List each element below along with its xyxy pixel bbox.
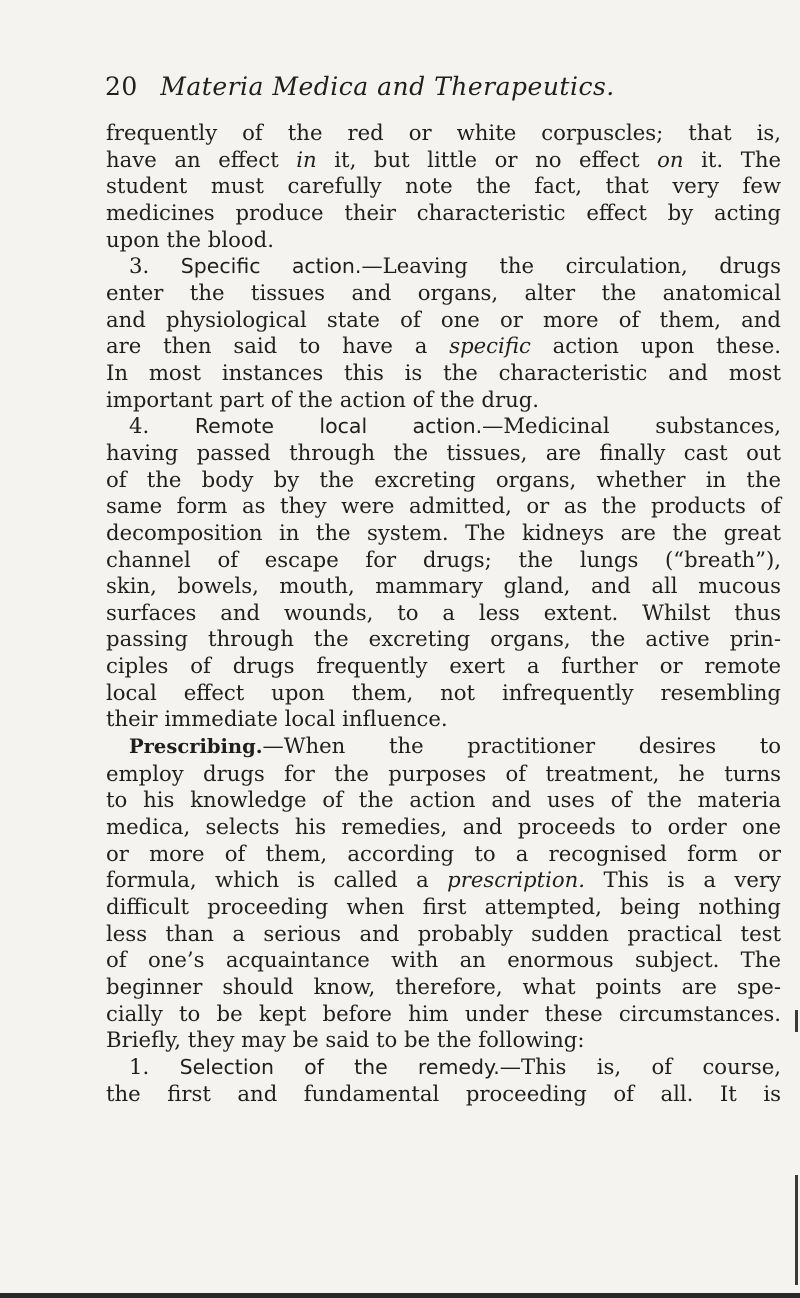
text-line: passing through the excreting organs, the active prin- (106, 626, 781, 652)
text-line: cially to be kept before him under these circumstances. (106, 1000, 781, 1026)
text-line: difficult proceeding when first attempted, being nothing (106, 894, 781, 920)
section-specific-action: 3. Specific action.—Leaving the circulation, drugs (129, 253, 781, 279)
text-line: of the body by the excreting organs, whether in the (106, 466, 781, 492)
text-line: of one’s acquaintance with an enormous subject. The (106, 947, 781, 973)
scan-bottom-edge (0, 1293, 800, 1298)
text-line: are then said to have a specific action upon these. (106, 333, 781, 359)
text-line: In most instances this is the characteristic and most (106, 359, 781, 385)
section-heading: Prescribing. (129, 735, 263, 759)
section-heading: Specific action. (180, 254, 362, 279)
section-heading: Remote local action. (194, 414, 483, 439)
text-line: channel of escape for drugs; the lungs (“breath”), (106, 546, 781, 572)
running-header (105, 72, 615, 101)
text-line: upon the blood. (106, 226, 274, 252)
section-selection-of-remedy: 1. Selection of the remedy.—This is, of course, (129, 1053, 781, 1079)
text-line: have an effect in it, but little or no effect on it. The (106, 146, 782, 172)
scan-edge-mark (795, 1010, 798, 1032)
section-heading: Selection of the remedy. (179, 1054, 500, 1079)
text-line: to his knowledge of the action and uses of the materia (106, 787, 781, 813)
text-line: ciples of drugs frequently exert a further or remote (106, 653, 781, 679)
text-line: the first and fundamental proceeding of all. It is (106, 1080, 781, 1106)
page-body (106, 120, 781, 1107)
text-line: having passed through the tissues, are finally cast out (106, 439, 781, 465)
section-remote-local-action: 4. Remote local action.—Medicinal substances, (129, 413, 782, 439)
running-title: Materia Medica and Therapeutics. (160, 72, 615, 101)
text-line: Briefly, they may be said to be the following: (106, 1027, 585, 1053)
text-line: enter the tissues and organs, alter the anatomical (106, 279, 781, 305)
text-line: and physiological state of one or more of them, and (106, 306, 781, 332)
text-line: student must carefully note the fact, that very few (106, 173, 781, 199)
text-line: surfaces and wounds, to a less extent. Whilst thus (106, 599, 781, 625)
text-line: beginner should know, therefore, what points are spe- (106, 974, 781, 999)
text-line: same form as they were admitted, or as the products of (106, 493, 781, 519)
text-line: employ drugs for the purposes of treatment, he turns (106, 760, 781, 786)
text-line: frequently of the red or white corpuscles; that is, (106, 120, 781, 145)
text-line: decomposition in the system. The kidneys are the great (106, 519, 781, 545)
text-line: or more of them, according to a recognised form or (106, 840, 781, 866)
scan-edge-mark (795, 1175, 798, 1285)
text-line: formula, which is called a prescription. This is a very (106, 867, 781, 893)
text-line: skin, bowels, mouth, mammary gland, and all mucous (106, 573, 781, 599)
page-number: 20 (105, 72, 138, 101)
text-line: less than a serious and probably sudden practical test (106, 920, 781, 946)
text-line: medicines produce their characteristic effect by acting (106, 199, 781, 225)
text-line: local effect upon them, not infrequently resembling (106, 679, 781, 705)
text-line: important part of the action of the drug. (106, 386, 540, 412)
section-prescribing: Prescribing.—When the practitioner desires to (129, 733, 781, 759)
text-line: their immediate local influence. (106, 706, 448, 732)
text-line: medica, selects his remedies, and proceeds to order one (106, 814, 781, 840)
